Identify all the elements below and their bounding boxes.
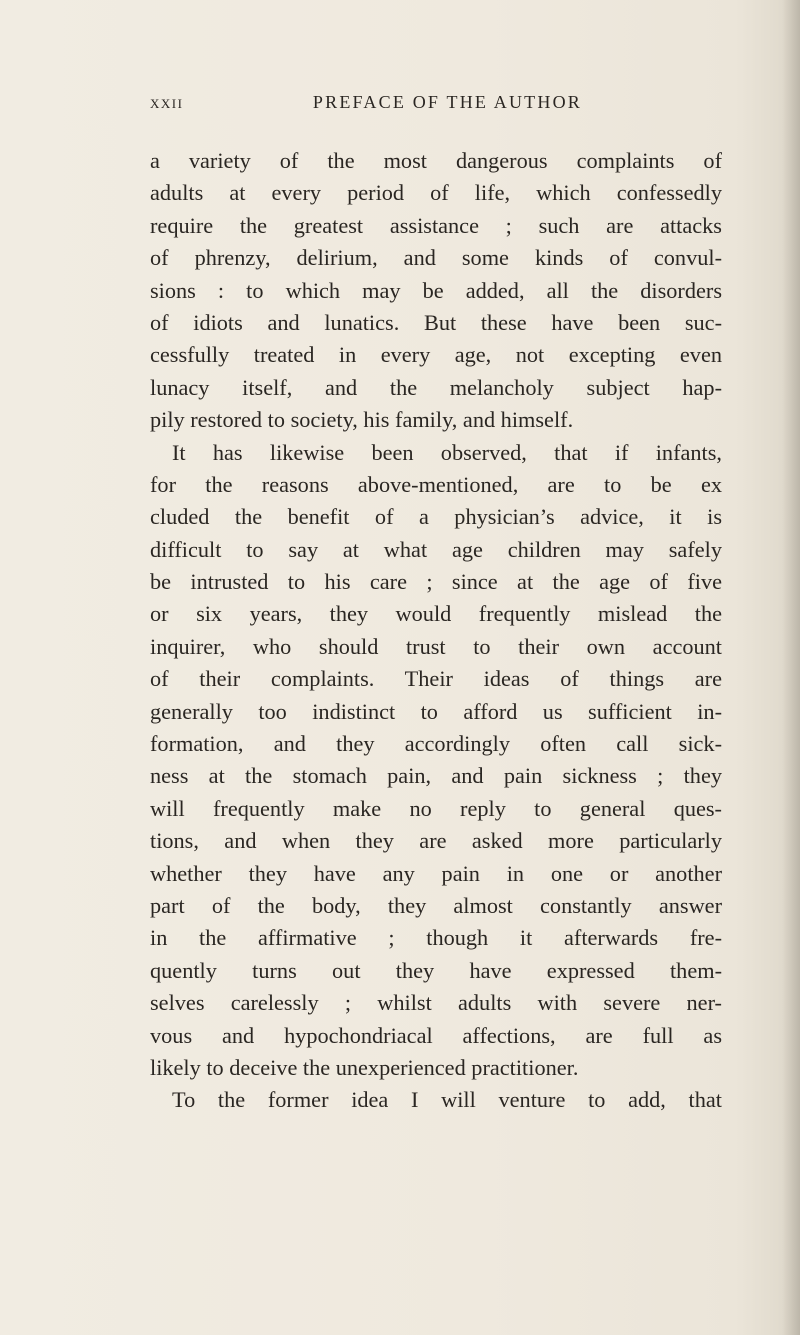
- body-text: [150, 145, 722, 1117]
- text-line: inquirer, who should trust to their own account: [150, 633, 722, 659]
- text-line: likely to deceive the unexperienced practitioner.: [150, 1054, 579, 1080]
- text-line: vous and hypochondriacal affections, are full as: [150, 1022, 722, 1048]
- text-line: be intrusted to his care ; since at the age of five: [150, 569, 722, 595]
- text-line: part of the body, they almost constantly answer: [150, 892, 722, 918]
- text-line: quently turns out they have expressed them-: [150, 957, 722, 983]
- text-line: a variety of the most dangerous complaints of: [150, 148, 722, 173]
- text-line: whether they have any pain in one or another: [150, 860, 722, 886]
- text-line: in the affirmative ; though it afterwards fre-: [150, 925, 722, 951]
- text-line: lunacy itself, and the melancholy subject hap-: [150, 374, 722, 400]
- text-line: difficult to say at what age children may safely: [150, 536, 722, 562]
- text-line: sions : to which may be added, all the disorders: [150, 277, 722, 303]
- text-line: or six years, they would frequently mislead the: [150, 601, 722, 627]
- text-line: of idiots and lunatics. But these have been suc-: [150, 309, 722, 335]
- text-line: adults at every period of life, which confessedly: [150, 180, 722, 206]
- page-number: xxii: [150, 92, 184, 112]
- text-line: tions, and when they are asked more particularly: [150, 828, 722, 854]
- text-line: selves carelessly ; whilst adults with severe ner-: [150, 990, 722, 1016]
- text-line: cessfully treated in every age, not excepting even: [150, 342, 722, 368]
- text-line: require the greatest assistance ; such are attacks: [150, 212, 722, 238]
- text-line: formation, and they accordingly often call sick-: [150, 731, 722, 757]
- text-line: will frequently make no reply to general ques-: [150, 795, 722, 821]
- paragraph-start-line: To the former idea I will venture to add, that: [172, 1087, 722, 1113]
- text-line: cluded the benefit of a physician’s advice, it is: [150, 504, 722, 530]
- text-line: pily restored to society, his family, and himself.: [150, 407, 574, 433]
- paragraph-start-line: It has likewise been observed, that if infants,: [172, 439, 722, 465]
- text-line: for the reasons above-mentioned, are to be ex: [150, 471, 722, 497]
- running-head: [150, 92, 582, 116]
- text-line: of phrenzy, delirium, and some kinds of convul-: [150, 245, 722, 271]
- text-line: of their complaints. Their ideas of things are: [150, 666, 722, 692]
- running-title: PREFACE OF THE AUTHOR: [312, 92, 582, 112]
- page-edge-shadow: [782, 0, 800, 1335]
- text-line: generally too indistinct to afford us sufficient in-: [150, 698, 722, 724]
- text-line: ness at the stomach pain, and pain sickness ; they: [150, 763, 722, 789]
